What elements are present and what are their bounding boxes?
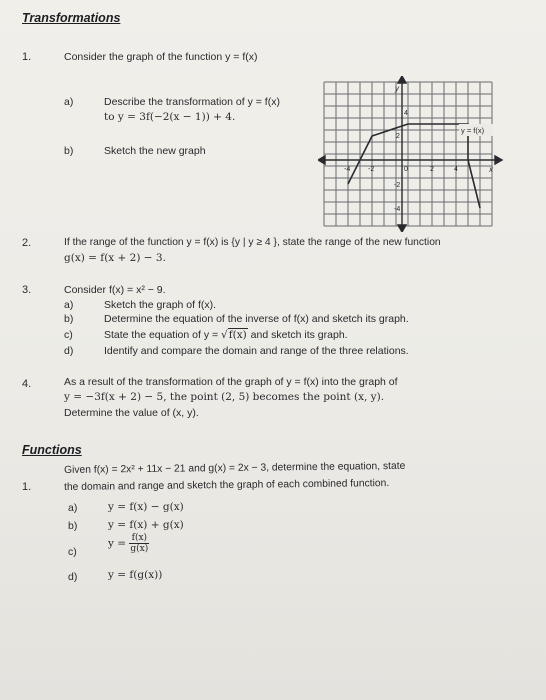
- y-tick-label: -4: [394, 206, 401, 213]
- section-title-transformations: Transformations: [22, 11, 121, 25]
- part-label: a): [68, 502, 78, 514]
- x-tick-label: -2: [368, 166, 375, 173]
- x-tick-label: 4: [454, 166, 458, 173]
- part-label: b): [64, 313, 74, 325]
- question-number: 4.: [22, 378, 32, 390]
- part-label: c): [68, 546, 77, 558]
- question-number: 3.: [22, 284, 32, 296]
- question-number: 2.: [22, 237, 32, 249]
- part-a-equation: to y = 3f(−2(x − 1)) + 4.: [104, 111, 236, 123]
- square-root-radicand: f(x): [228, 329, 247, 341]
- question-text: Consider the graph of the function y = f(x): [64, 51, 258, 63]
- part-c-equation: y = $\frac{f(x)}{g(x)}$: [108, 533, 149, 554]
- x-tick-label: -4: [344, 166, 351, 173]
- part-label: c): [64, 329, 73, 341]
- function-graph: [318, 76, 504, 232]
- part-b-text: Sketch the new graph: [104, 145, 206, 157]
- part-a-line1: Describe the transformation of y = f(x): [104, 96, 280, 108]
- part-a-text: Sketch the graph of f(x).: [104, 299, 217, 311]
- question-text: Given f(x) = 2x² + 11x − 21 and g(x) = 2x − 3, determine the equation, state: [64, 460, 406, 476]
- part-label: b): [64, 145, 74, 157]
- part-label: a): [64, 299, 74, 311]
- x-axis-label: x: [489, 165, 493, 174]
- part-label: d): [64, 345, 74, 357]
- grid-lines: [324, 82, 492, 226]
- y-tick-label: 2: [396, 133, 400, 140]
- fraction: $\frac{f(x)}{g(x)}$: [130, 533, 149, 554]
- function-label: y = f(x): [461, 126, 485, 135]
- question-text: Determine the value of (x, y).: [64, 407, 199, 419]
- part-c-text: State the equation of y = √f(x) and sketch its graph.: [104, 329, 348, 341]
- y-tick-label: 4: [404, 110, 408, 117]
- part-b-text: Determine the equation of the inverse of f(x) and sketch its graph.: [104, 313, 409, 325]
- part-d-text: Identify and compare the domain and range of the three relations.: [104, 345, 409, 357]
- question-number: 1.: [22, 51, 32, 63]
- question-intro: Consider f(x) = x² − 9.: [64, 284, 166, 296]
- x-tick-label: 2: [430, 166, 434, 173]
- part-b-equation: y = f(x) + g(x): [108, 519, 184, 531]
- part-label: d): [68, 571, 78, 583]
- part-a-equation: y = f(x) − g(x): [108, 501, 184, 513]
- question-text: As a result of the transformation of the graph of y = f(x) into the graph of: [64, 376, 398, 388]
- question-equation: g(x) = f(x + 2) − 3.: [64, 252, 166, 264]
- part-d-equation: y = f(g(x)): [108, 569, 163, 581]
- question-text: the domain and range and sketch the graph of each combined function.: [64, 478, 390, 493]
- part-label: b): [68, 520, 78, 532]
- question-equation: y = −3f(x + 2) − 5, the point (2, 5) becomes the point (x, y).: [64, 391, 385, 403]
- section-title-functions: Functions: [22, 443, 82, 457]
- y-axis-label: y: [395, 84, 399, 93]
- question-number: 1.: [22, 481, 32, 493]
- question-text: If the range of the function y = f(x) is {y | y ≥ 4 }, state the range of the new function: [64, 237, 441, 248]
- x-tick-label: 0: [404, 166, 408, 173]
- y-tick-label: -2: [394, 182, 401, 189]
- part-label: a): [64, 96, 74, 108]
